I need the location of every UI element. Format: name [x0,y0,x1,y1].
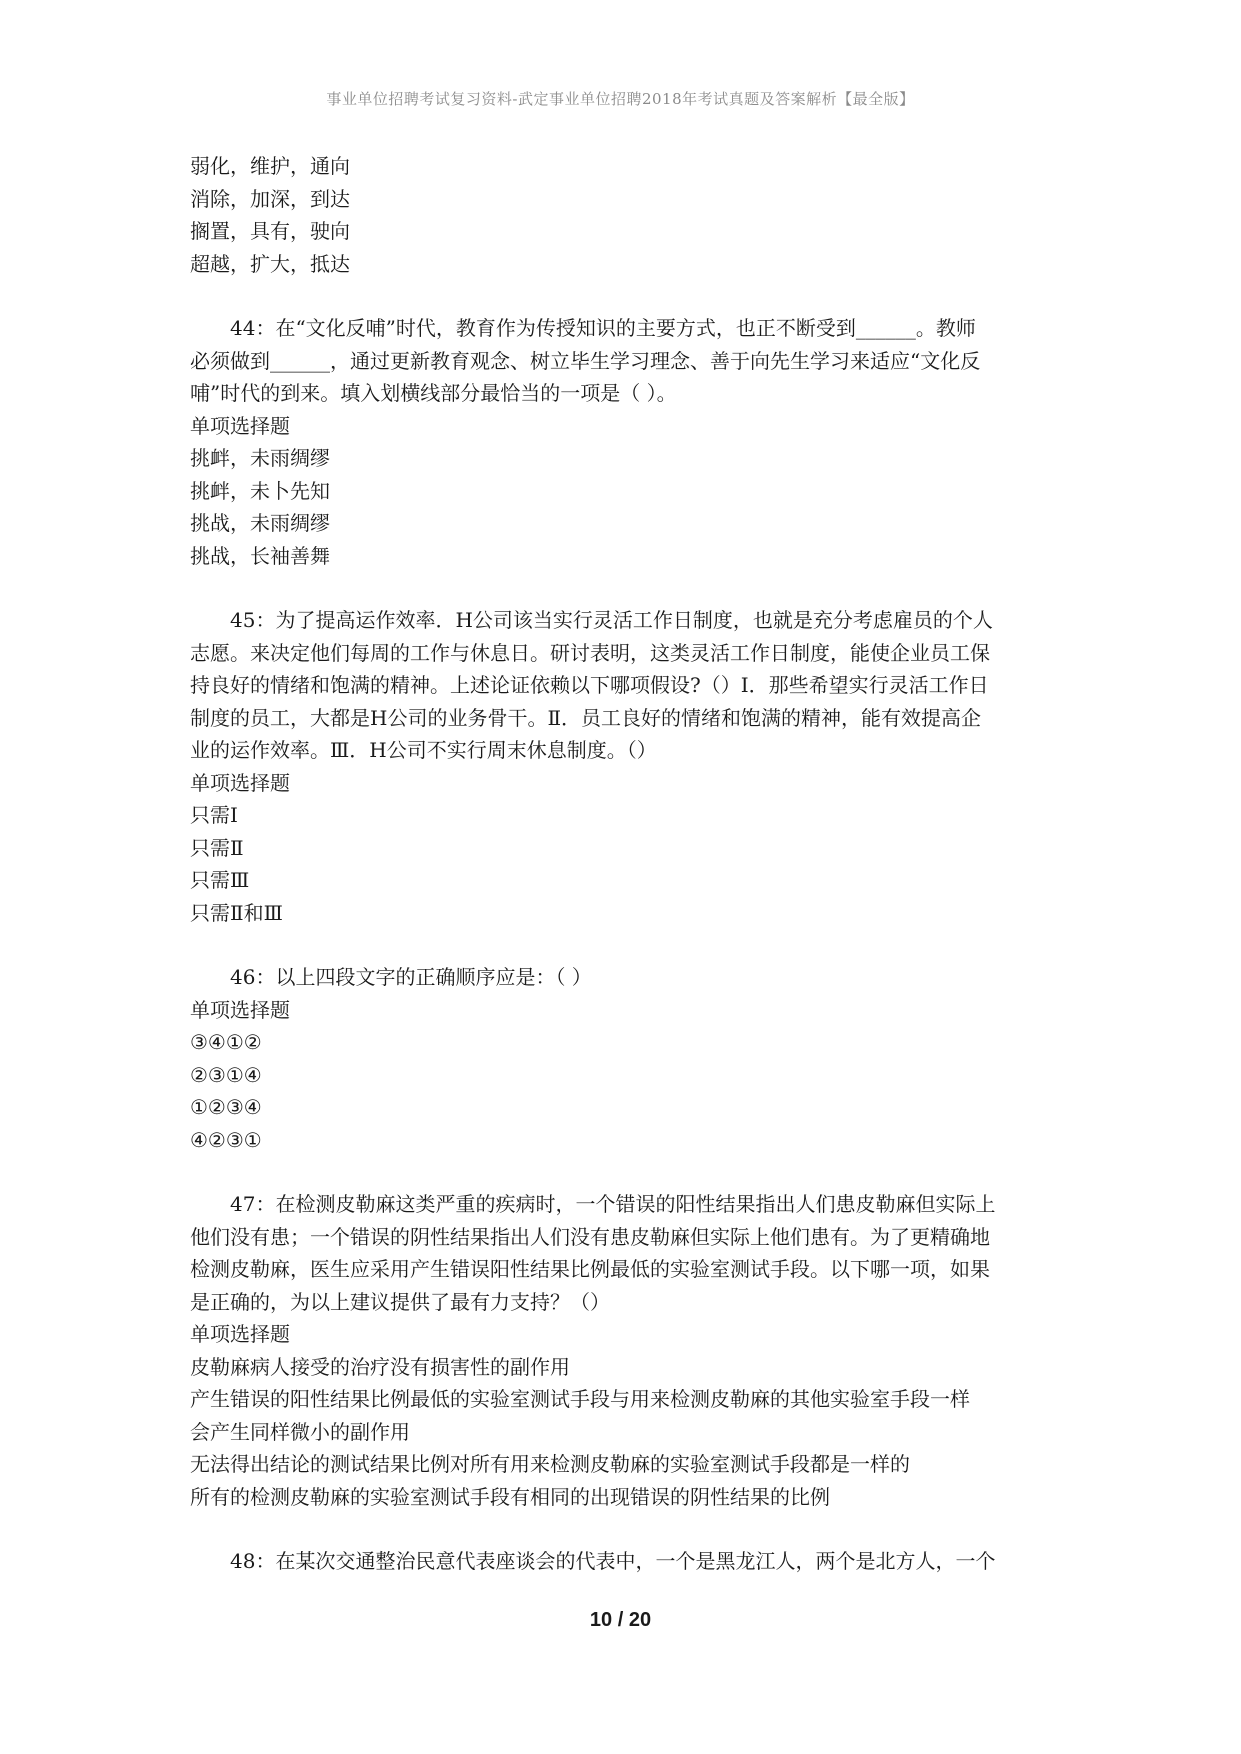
question-type: 单项选择题 [190,770,290,795]
question-47 [190,1188,1060,1513]
question-type: 单项选择题 [190,1322,290,1346]
option: 搁置，具有，驶向 [190,219,350,243]
option: 挑战，长袖善舞 [190,543,330,568]
option: 挑衅，未雨绸缪 [190,446,330,470]
question-text: 48：在某次交通整治民意代表座谈会的代表中，一个是黑龙江人，两个是北方人，一个 [230,1549,996,1573]
option: 消除，加深，到达 [190,186,350,211]
question-text: 47：在检测皮勒麻这类严重的疾病时，一个错误的阳性结果指出人们患皮勒麻但实际上 [230,1192,996,1216]
question-text: 是正确的，为以上建议提供了最有力支持？（） [190,1289,610,1314]
question-text: 哺”时代的到来。填入划横线部分最恰当的一项是（ ）。 [190,381,677,405]
option: 无法得出结论的测试结果比例对所有用来检测皮勒麻的实验室测试手段都是一样的 [190,1452,910,1476]
question-text: 45：为了提高运作效率．H公司该当实行灵活工作日制度，也就是充分考虑雇员的个人 [230,608,993,632]
question-text: 持良好的情绪和饱满的精神。上述论证依赖以下哪项假设?（）I．那些希望实行灵活工作日 [190,673,989,697]
option: 皮勒麻病人接受的治疗没有损害性的副作用 [190,1354,570,1379]
question-text: 必须做到______，通过更新教育观念、树立毕生学习理念、善于向先生学习来适应“文化反 [190,348,981,373]
question-text: 志愿。来决定他们每周的工作与休息日。研讨表明，这类灵活工作日制度，能使企业员工保 [190,640,990,665]
question-45 [190,604,1060,929]
question-type: 单项选择题 [190,413,290,438]
page-number: 10 / 20 [589,1609,652,1631]
question-48 [190,1545,1060,1578]
question-text: 44：在“文化反哺”时代，教育作为传授知识的主要方式，也正不断受到______。教师 [230,316,976,340]
document-body [190,150,1060,1578]
option: ②③①④ [190,1062,262,1087]
option: 只需Ⅲ [190,868,250,892]
option: ④②③① [190,1127,262,1152]
option: 只需Ⅱ [190,835,244,860]
page-header: 事业单位招聘考试复习资料-武定事业单位招聘2018年考试真题及答案解析【最全版】 [326,90,915,108]
option: 只需Ⅱ和Ⅲ [190,900,283,925]
option: 会产生同样微小的副作用 [190,1419,410,1444]
option: 挑战，未雨绸缪 [190,511,330,535]
option: 所有的检测皮勒麻的实验室测试手段有相同的出现错误的阴性结果的比例 [190,1484,830,1509]
question-text: 他们没有患；一个错误的阴性结果指出人们没有患皮勒麻但实际上他们患有。为了更精确地 [190,1224,990,1249]
option: 超越，扩大，抵达 [190,251,350,276]
option: 挑衅，未卜先知 [190,478,330,503]
question-44 [190,312,1060,572]
option: 弱化，维护，通向 [190,154,350,178]
question-text: 46：以上四段文字的正确顺序应是：（ ） [230,965,592,989]
question-type: 单项选择题 [190,997,290,1022]
question-text: 制度的员工，大都是H公司的业务骨干。Ⅱ．员工良好的情绪和饱满的精神，能有效提高企 [190,705,982,730]
question-text: 业的运作效率。Ⅲ．H公司不实行周末休息制度。（） [190,738,657,762]
question-text: 检测皮勒麻，医生应采用产生错误阳性结果比例最低的实验室测试手段。以下哪一项，如果 [190,1257,990,1281]
option: ①②③④ [190,1095,262,1119]
option: ③④①② [190,1030,262,1054]
option: 只需Ⅰ [190,803,238,827]
prev-question-options [190,150,1060,280]
question-46 [190,961,1060,1156]
option: 产生错误的阳性结果比例最低的实验室测试手段与用来检测皮勒麻的其他实验室手段一样 [190,1387,970,1411]
